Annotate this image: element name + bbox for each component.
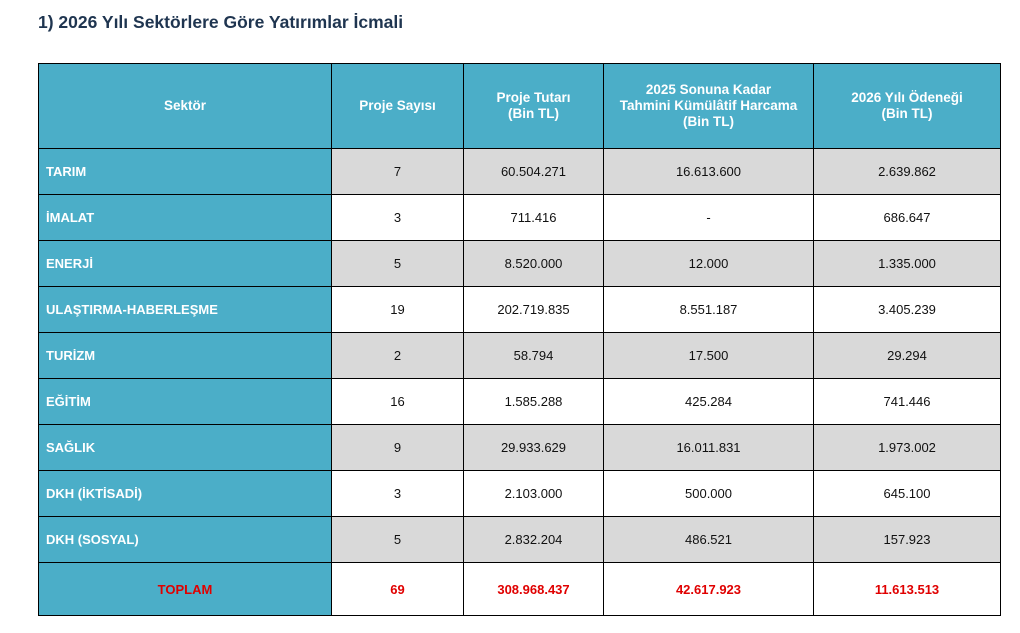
cell-proje-sayisi: 5 bbox=[332, 241, 464, 287]
cell-odenek: 29.294 bbox=[814, 333, 1001, 379]
cell-sektor: İMALAT bbox=[39, 195, 332, 241]
cell-proje-sayisi: 3 bbox=[332, 471, 464, 517]
cell-odenek: 2.639.862 bbox=[814, 149, 1001, 195]
cell-proje-sayisi: 3 bbox=[332, 195, 464, 241]
cell-odenek: 1.973.002 bbox=[814, 425, 1001, 471]
cell-harcama: 486.521 bbox=[604, 517, 814, 563]
cell-odenek: 3.405.239 bbox=[814, 287, 1001, 333]
cell-harcama: 500.000 bbox=[604, 471, 814, 517]
table-row bbox=[39, 379, 1001, 425]
cell-odenek: 1.335.000 bbox=[814, 241, 1001, 287]
header-proje-sayisi: Proje Sayısı bbox=[332, 64, 464, 149]
cell-sektor: ULAŞTIRMA-HABERLEŞME bbox=[39, 287, 332, 333]
cell-odenek: 686.647 bbox=[814, 195, 1001, 241]
cell-proje-sayisi: 2 bbox=[332, 333, 464, 379]
table-header-row bbox=[39, 64, 1001, 149]
cell-odenek: 157.923 bbox=[814, 517, 1001, 563]
cell-harcama: - bbox=[604, 195, 814, 241]
investment-summary-table bbox=[38, 63, 1001, 616]
cell-harcama: 16.011.831 bbox=[604, 425, 814, 471]
total-proje-tutari: 308.968.437 bbox=[464, 563, 604, 616]
header-sektor: Sektör bbox=[39, 64, 332, 149]
cell-sektor: DKH (İKTİSADİ) bbox=[39, 471, 332, 517]
cell-proje-tutari: 58.794 bbox=[464, 333, 604, 379]
table-row bbox=[39, 195, 1001, 241]
cell-sektor: EĞİTİM bbox=[39, 379, 332, 425]
cell-proje-sayisi: 19 bbox=[332, 287, 464, 333]
table-row bbox=[39, 425, 1001, 471]
cell-harcama: 16.613.600 bbox=[604, 149, 814, 195]
cell-sektor: ENERJİ bbox=[39, 241, 332, 287]
table-row bbox=[39, 287, 1001, 333]
table-row bbox=[39, 333, 1001, 379]
cell-sektor: SAĞLIK bbox=[39, 425, 332, 471]
cell-harcama: 17.500 bbox=[604, 333, 814, 379]
cell-proje-tutari: 60.504.271 bbox=[464, 149, 604, 195]
cell-odenek: 645.100 bbox=[814, 471, 1001, 517]
cell-proje-sayisi: 9 bbox=[332, 425, 464, 471]
table-row bbox=[39, 517, 1001, 563]
cell-proje-sayisi: 16 bbox=[332, 379, 464, 425]
header-harcama: 2025 Sonuna Kadar Tahmini Kümülâtif Harcama (Bin TL) bbox=[604, 64, 814, 149]
cell-sektor: TARIM bbox=[39, 149, 332, 195]
page-title: 1) 2026 Yılı Sektörlere Göre Yatırımlar İcmali bbox=[38, 12, 404, 32]
cell-proje-sayisi: 7 bbox=[332, 149, 464, 195]
cell-proje-tutari: 2.103.000 bbox=[464, 471, 604, 517]
cell-sektor: DKH (SOSYAL) bbox=[39, 517, 332, 563]
cell-proje-tutari: 711.416 bbox=[464, 195, 604, 241]
total-row bbox=[39, 563, 1001, 616]
total-odenek: 11.613.513 bbox=[814, 563, 1001, 616]
cell-proje-tutari: 29.933.629 bbox=[464, 425, 604, 471]
cell-proje-tutari: 1.585.288 bbox=[464, 379, 604, 425]
header-odenek: 2026 Yılı Ödeneği (Bin TL) bbox=[814, 64, 1001, 149]
cell-sektor: TURİZM bbox=[39, 333, 332, 379]
table-row bbox=[39, 149, 1001, 195]
total-proje-sayisi: 69 bbox=[332, 563, 464, 616]
cell-odenek: 741.446 bbox=[814, 379, 1001, 425]
table-row bbox=[39, 471, 1001, 517]
cell-harcama: 425.284 bbox=[604, 379, 814, 425]
cell-harcama: 8.551.187 bbox=[604, 287, 814, 333]
cell-proje-tutari: 202.719.835 bbox=[464, 287, 604, 333]
table-row bbox=[39, 241, 1001, 287]
cell-proje-tutari: 8.520.000 bbox=[464, 241, 604, 287]
cell-proje-tutari: 2.832.204 bbox=[464, 517, 604, 563]
total-harcama: 42.617.923 bbox=[604, 563, 814, 616]
cell-harcama: 12.000 bbox=[604, 241, 814, 287]
total-label: TOPLAM bbox=[39, 563, 332, 616]
cell-proje-sayisi: 5 bbox=[332, 517, 464, 563]
header-proje-tutari: Proje Tutarı (Bin TL) bbox=[464, 64, 604, 149]
